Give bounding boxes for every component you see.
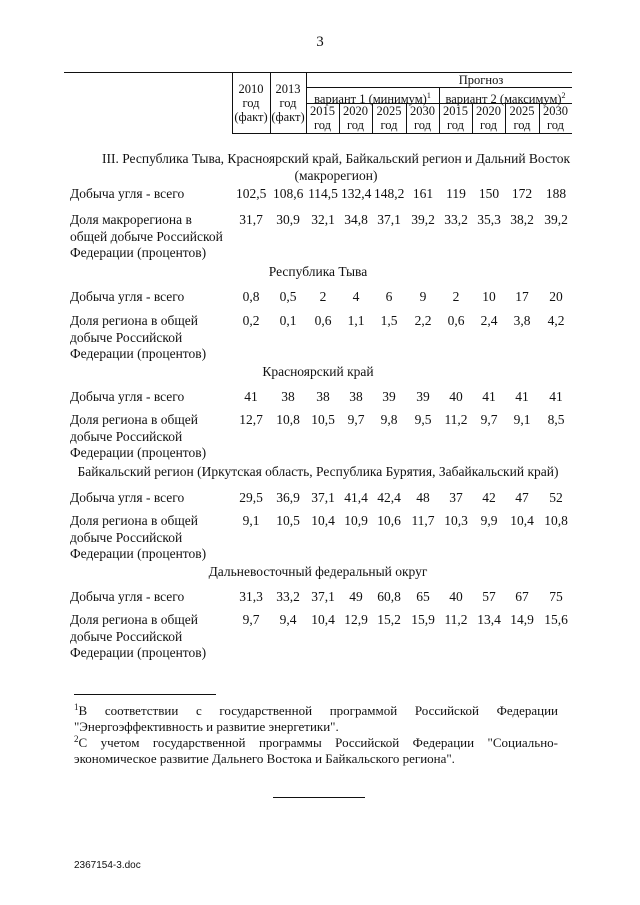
- table-cell: 35,3: [477, 212, 501, 227]
- table-cell: 2: [452, 289, 460, 304]
- table-cell: 11,2: [444, 612, 468, 627]
- table-cell: 132,4: [341, 186, 372, 201]
- year-header-suffix: год: [546, 118, 565, 132]
- table-cell: 42,4: [377, 490, 401, 505]
- table-cell: 10,4: [510, 513, 534, 528]
- row-label: Доля макрорегиона в общей добыче Российской Федерации (процентов): [70, 212, 223, 260]
- table-cell: 9,7: [480, 412, 498, 427]
- table-cell: 41,4: [344, 490, 368, 505]
- year-header-value: 2015: [443, 104, 468, 118]
- table-cell: 13,4: [477, 612, 501, 627]
- table-cell: 57: [482, 589, 496, 604]
- table-cell: 37,1: [311, 490, 335, 505]
- table-cell: 10,3: [444, 513, 468, 528]
- table-cell: 114,5: [308, 186, 338, 201]
- table-cell: 10,4: [311, 612, 335, 627]
- table-cell: 0,1: [279, 313, 297, 328]
- table-cell: 41: [482, 389, 496, 404]
- footnote-1-mark: 1: [74, 702, 79, 712]
- table-cell: 39,2: [411, 212, 435, 227]
- variant1-label: вариант 1 (минимум): [314, 92, 427, 107]
- table-cell: 10: [482, 289, 496, 304]
- table-cell: 0,2: [242, 313, 260, 328]
- row-label: Добыча угля - всего: [70, 186, 185, 201]
- table-cell: 148,2: [374, 186, 405, 201]
- table-cell: 8,5: [547, 412, 565, 427]
- document-id: 2367154-3.doc: [74, 860, 141, 871]
- header-2010-god: год: [242, 96, 260, 110]
- variant2-footnote-mark: 2: [561, 91, 566, 100]
- table-cell: 119: [446, 186, 466, 201]
- table-cell: 15,9: [411, 612, 435, 627]
- table-cell: 37,1: [377, 212, 401, 227]
- table-cell: 10,9: [344, 513, 368, 528]
- table-cell: 15,6: [544, 612, 568, 627]
- table-cell: 11,7: [411, 513, 435, 528]
- table-cell: 37: [449, 490, 463, 505]
- page-number: 3: [316, 34, 324, 50]
- year-header-value: 2025: [509, 104, 535, 118]
- year-header-suffix: год: [313, 118, 332, 132]
- footnote-1-text: В соответствии с государственной программой Российской Федерации "Энергоэффективность и развитие энергетики".: [74, 703, 558, 734]
- year-header: [406, 104, 439, 132]
- row-label: Добыча угля - всего: [70, 490, 185, 505]
- table-cell: 161: [412, 186, 434, 201]
- table-cell: 2: [319, 289, 327, 304]
- table-cell: 29,5: [239, 490, 263, 505]
- table-cell: 12,9: [344, 612, 368, 627]
- table-cell: 1,1: [347, 313, 365, 328]
- year-header: [372, 104, 406, 132]
- variant2-label: вариант 2 (максимум): [445, 92, 562, 107]
- table-cell: 39: [416, 389, 430, 404]
- table-cell: 20: [549, 289, 563, 304]
- table-cell: 3,8: [513, 313, 531, 328]
- row-label: Добыча угля - всего: [70, 289, 185, 304]
- year-header: [439, 104, 472, 132]
- table-cell: 31,3: [239, 589, 263, 604]
- table-cell: 14,9: [510, 612, 534, 627]
- table-cell: 0,8: [242, 289, 260, 304]
- header-2013-fact: (факт): [271, 110, 305, 124]
- table-cell: 41: [549, 389, 563, 404]
- row-label: Добыча угля - всего: [70, 389, 185, 404]
- table-cell: 39,2: [544, 212, 568, 227]
- table-cell: 10,5: [311, 412, 335, 427]
- year-header-suffix: год: [413, 118, 432, 132]
- table-cell: 2,4: [480, 313, 498, 328]
- table-cell: 38,2: [510, 212, 534, 227]
- table-cell: 10,6: [377, 513, 401, 528]
- section-title: Дальневосточный федеральный округ: [208, 564, 428, 579]
- table-cell: 150: [478, 186, 500, 201]
- row-label: Доля региона в общей добыче Российской Федерации (процентов): [70, 412, 207, 460]
- table-cell: 9,9: [480, 513, 498, 528]
- table-cell: 49: [349, 589, 363, 604]
- table-cell: 40: [449, 589, 463, 604]
- row-label: Доля региона в общей добыче Российской Федерации (процентов): [70, 612, 207, 660]
- table-cell: 41: [515, 389, 529, 404]
- year-header-suffix: год: [380, 118, 398, 132]
- table-cell: 10,5: [276, 513, 300, 528]
- header-2013-god: год: [279, 96, 297, 110]
- header-2013-year: 2013: [275, 82, 301, 96]
- header-bottom-rule: [232, 133, 572, 134]
- table-cell: 33,2: [276, 589, 300, 604]
- table-cell: 0,5: [279, 289, 297, 304]
- table-cell: 52: [549, 490, 563, 505]
- year-header: [472, 104, 505, 132]
- year-header: [306, 104, 339, 132]
- section-title: Республика Тыва: [268, 264, 368, 279]
- year-header-value: 2030: [543, 104, 568, 118]
- table-cell: 38: [349, 389, 363, 404]
- year-header-value: 2015: [310, 104, 335, 118]
- table-cell: 172: [511, 186, 533, 201]
- table-cell: 47: [515, 490, 529, 505]
- table-cell: 38: [281, 389, 295, 404]
- table-cell: 42: [482, 490, 496, 505]
- header-2010-year: 2010: [238, 82, 264, 96]
- table-cell: 9,7: [242, 612, 260, 627]
- table-cell: 40: [449, 389, 463, 404]
- table-cell: 67: [515, 589, 529, 604]
- row-label: Доля региона в общей добыче Российской Федерации (процентов): [70, 313, 207, 361]
- year-header-suffix: год: [513, 118, 531, 132]
- header-forecast: Прогноз: [458, 73, 504, 87]
- table-cell: 2,2: [414, 313, 432, 328]
- table-cell: 30,9: [276, 212, 300, 227]
- table-cell: 10,8: [544, 513, 568, 528]
- table-cell: 9: [419, 289, 427, 304]
- table-cell: 65: [416, 589, 430, 604]
- table-cell: 75: [549, 589, 563, 604]
- year-header-value: 2020: [343, 104, 368, 118]
- row-label: Добыча угля - всего: [70, 589, 185, 604]
- year-header-suffix: год: [446, 118, 465, 132]
- table-cell: 9,1: [513, 412, 531, 427]
- table-cell: 38: [316, 389, 330, 404]
- table-cell: 9,7: [347, 412, 365, 427]
- table-cell: 10,4: [311, 513, 335, 528]
- year-header-value: 2020: [476, 104, 501, 118]
- footnote-2-text: С учетом государственной программы Российской Федерации "Социально-экономическое развитие Дальнего Востока и Байкальского региона".: [74, 735, 558, 766]
- year-header-value: 2030: [410, 104, 435, 118]
- table-cell: 9,5: [414, 412, 432, 427]
- table-cell: 10,8: [276, 412, 300, 427]
- table-cell: 31,7: [239, 212, 263, 227]
- year-header-suffix: год: [479, 118, 498, 132]
- table-cell: 1,5: [380, 313, 398, 328]
- table-cell: 12,7: [239, 412, 263, 427]
- footnote-2-mark: 2: [74, 734, 79, 744]
- end-separator: [273, 797, 365, 798]
- table-cell: 9,4: [279, 612, 297, 627]
- table-cell: 4,2: [547, 313, 565, 328]
- table-cell: 15,2: [377, 612, 401, 627]
- table-cell: 0,6: [314, 313, 332, 328]
- table-cell: 48: [416, 490, 430, 505]
- year-header-value: 2025: [376, 104, 402, 118]
- table-cell: 9,8: [380, 412, 398, 427]
- header-2010: [232, 82, 270, 124]
- row-label: Доля региона в общей добыче Российской Федерации (процентов): [70, 513, 207, 561]
- table-cell: 32,1: [311, 212, 335, 227]
- section-title: Красноярский край: [262, 364, 374, 379]
- table-cell: 34,8: [344, 212, 368, 227]
- table-cell: 36,9: [276, 490, 300, 505]
- year-header: [539, 104, 572, 132]
- table-cell: 39: [382, 389, 396, 404]
- footnote-2: [74, 735, 558, 767]
- table-cell: 60,8: [377, 589, 401, 604]
- table-cell: 102,5: [236, 186, 267, 201]
- table-cell: 17: [515, 289, 529, 304]
- variant1-footnote-mark: 1: [426, 91, 431, 100]
- table-cell: 37,1: [311, 589, 335, 604]
- header-2013: [270, 82, 306, 124]
- table-cell: 6: [385, 289, 393, 304]
- footnote-separator: [74, 694, 216, 695]
- table-cell: 188: [545, 186, 567, 201]
- section-title: Байкальский регион (Иркутская область, Республика Бурятия, Забайкальский край): [77, 464, 559, 479]
- table-cell: 41: [244, 389, 258, 404]
- table-cell: 108,6: [273, 186, 304, 201]
- footnote-1: [74, 703, 558, 735]
- table-cell: 9,1: [242, 513, 260, 528]
- table-cell: 0,6: [447, 313, 465, 328]
- header-2010-fact: (факт): [234, 110, 268, 124]
- year-header: [505, 104, 539, 132]
- table-cell: 11,2: [444, 412, 468, 427]
- table-cell: 33,2: [444, 212, 468, 227]
- year-header-suffix: год: [346, 118, 365, 132]
- table-cell: 4: [352, 289, 360, 304]
- section-title: III. Республика Тыва, Красноярский край, Байкальский регион и Дальний Восток (макрорегион): [101, 151, 571, 183]
- year-header: [339, 104, 372, 132]
